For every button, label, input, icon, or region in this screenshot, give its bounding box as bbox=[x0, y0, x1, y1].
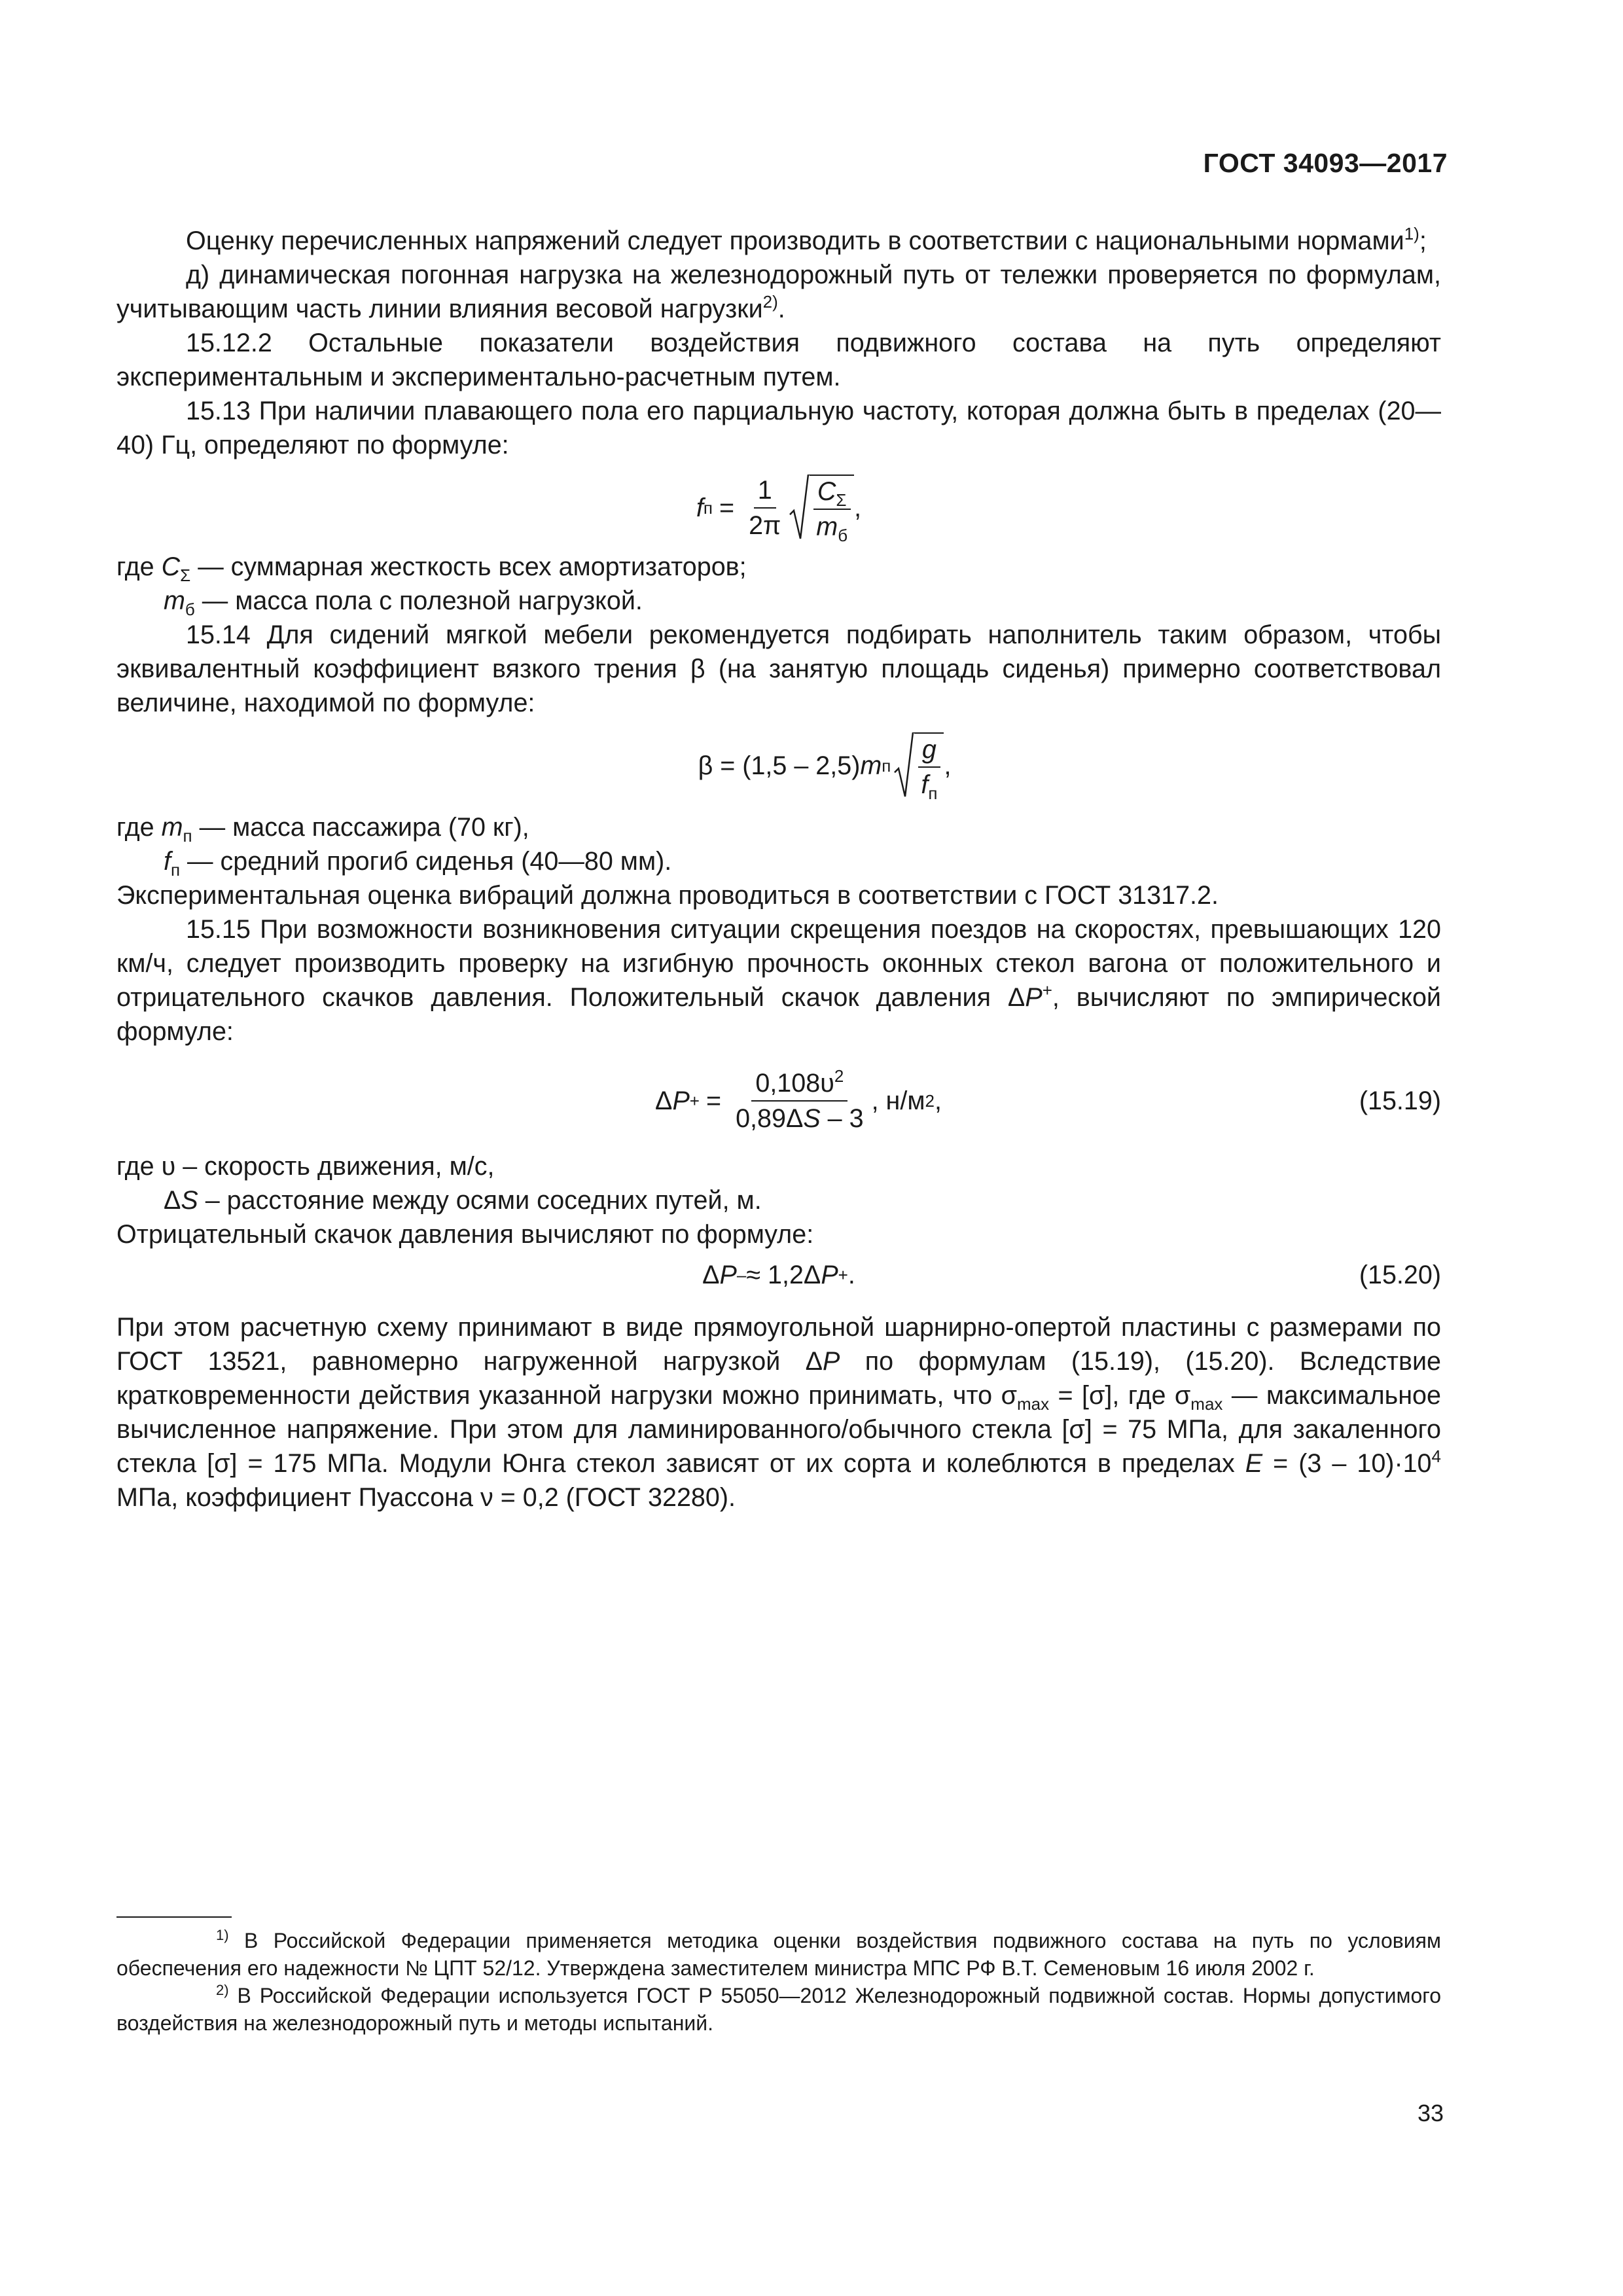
paragraph-1: Оценку перечисленных напряжений следует производить в соответствии с национальными нормами$^{1)}$; bbox=[186, 224, 1427, 255]
document-header: ГОСТ 34093—2017 bbox=[1203, 148, 1448, 178]
paragraph-negative-jump: Отрицательный скачок давления вычисляют по формуле: bbox=[116, 1220, 814, 1249]
equation-number-15-20: (15.20) bbox=[1359, 1261, 1441, 1289]
paragraph-vibration: Экспериментальная оценка вибраций должна проводиться в соответствии с ГОСТ 31317.2. bbox=[116, 881, 1219, 910]
paragraph-15-12-2: 15.12.2 Остальные показатели воздействия подвижного состава на путь определяют экспериментальным и экспериментально-расчетным путем. bbox=[116, 329, 1441, 391]
footnotes bbox=[116, 1916, 1441, 2037]
where-delta-s: ΔS – расстояние между осями соседних путей, м. bbox=[164, 1186, 762, 1215]
formula-15-20: Δ P – ≈ 1,2Δ P + . (15.20) bbox=[116, 1255, 1441, 1295]
formula-15-19: Δ P + = $\frac{0,108\upsilon^2}{0,89\Delta S - 3}$ , н/м 2 , (15.19) bbox=[655, 1066, 1441, 1133]
equation-number-15-19: (15.19) bbox=[1359, 1086, 1441, 1115]
formula-frequency: f п = $\frac{1}{2\pi}$ $\frac{C_\Sigma}{m_б}$ , bbox=[696, 476, 862, 545]
paragraph-2: д) динамическая погонная нагрузка на железнодорожный путь от тележки проверяется по формулам, учитывающим часть линии влияния весовой нагрузки$^{2)}$. bbox=[116, 260, 1441, 323]
sqrt-symbol: $\frac{g}{f_п}$ bbox=[893, 732, 944, 799]
main-text bbox=[116, 224, 1441, 1515]
sqrt-symbol: $\frac{C_\Sigma}{m_б}$ bbox=[789, 475, 854, 541]
where-f-p: $f_п$ — средний прогиб сиденья (40—80 мм). bbox=[164, 847, 672, 880]
footnote-ref-2[interactable]: 2) bbox=[762, 292, 778, 312]
paragraph-15-14: 15.14 Для сидений мягкой мебели рекомендуется подбирать наполнитель таким образом, чтобы эквивалентный коэффициент вязкого трения β (на занятую площадь сиденья) примерно соответствовал величине, находимой по формуле: bbox=[116, 620, 1441, 717]
footnote-2: $^{2)}$ В Российской Федерации используется ГОСТ Р 55050—2012 Железнодорожный подвижной состав. Нормы допустимого воздействия на железнодорожный путь и методы испытаний. bbox=[116, 1982, 1441, 2035]
paragraph-15-13: 15.13 При наличии плавающего пола его парциальную частоту, которая должна быть в пределах (20—40) Гц, определяют по формуле: bbox=[116, 397, 1441, 459]
footnote-separator bbox=[116, 1916, 232, 1918]
where-m-p: где $m_п$ — масса пассажира (70 кг), bbox=[116, 813, 529, 846]
paragraph-15-15: 15.15 При возможности возникновения ситуации скрещения поездов на скоростях, превышающих 120 км/ч, следует производить проверку на изгибную прочность оконных стекол вагона от положительного и отрицательного скачков давления. Положительный скачок давления ΔP+, вычисляют по эмпирической формуле: bbox=[116, 915, 1441, 1046]
page-number: 33 bbox=[1417, 2100, 1444, 2126]
where-velocity: где υ – скорость движения, м/с, bbox=[116, 1152, 495, 1181]
where-c-sigma: где $C_\Sigma$ — суммарная жесткость всех амортизаторов; bbox=[116, 552, 747, 585]
where-m-b: $m_б$ — масса пола с полезной нагрузкой. bbox=[164, 586, 643, 619]
paragraph-calc-scheme: При этом расчетную схему принимают в виде прямоугольной шарнирно-опертой пластины с размерами по ГОСТ 13521, равномерно нагруженной нагрузкой ΔP по формулам (15.19), (15.20). Вследствие кратковременности действия указанной нагрузки можно принимать, что $\sigma_{max} = [\sigma]$, где $\sigma_{max}$ — максимальное вычисленное напряжение. При этом для ламинированного/обычного стекла [σ] = 75 МПа, для закаленного стекла [σ] = 175 МПа. Модули Юнга стекол зависят от их сорта и колеблются в пределах $E = (3 - 10)\cdot 10^4$ МПа, коэффициент Пуассона ν = 0,2 (ГОСТ 32280). bbox=[116, 1313, 1441, 1512]
footnote-ref-1[interactable]: 1) bbox=[1404, 224, 1419, 243]
formula-beta: β = (1,5 – 2,5) m п $\frac{g}{f_п}$ , bbox=[208, 725, 1441, 806]
footnote-1: $^{1)}$ В Российской Федерации применяется методика оценки воздействия подвижного состава на путь по условиям обеспечения его надежности № ЦПТ 52/12. Утверждена заместителем министра МПС РФ В.Т. Семеновым 16 июля 2002 г. bbox=[116, 1927, 1441, 1980]
